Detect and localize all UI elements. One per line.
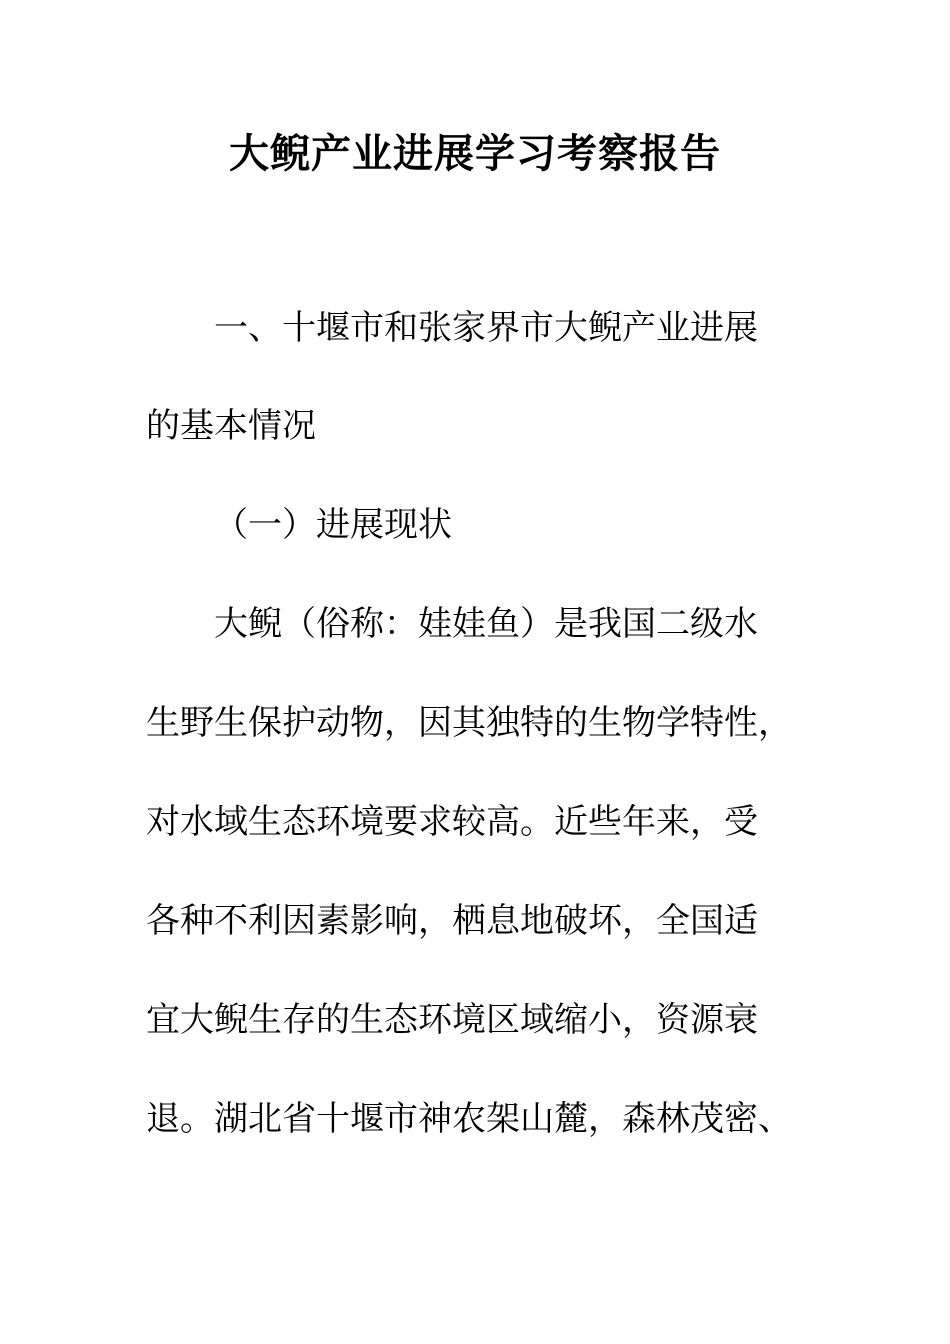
section-heading-line-1: 一、十堰市和张家界市大鲵产业进展 [214,308,758,348]
subsection-heading: （一）进展现状 [214,505,452,545]
paragraph-line-1: 大鲵（俗称：娃娃鱼）是我国二级水 [214,604,758,644]
paragraph-line-4: 各种不利因素影响，栖息地破坏，全国适 [146,901,758,941]
section-heading-line-2: 的基本情况 [146,406,316,446]
paragraph-line-5: 宜大鲵生存的生态环境区域缩小，资源衰 [146,1000,758,1040]
paragraph-line-6: 退。湖北省十堰市神农架山麓，森林茂密、 [146,1099,792,1139]
paragraph-line-2: 生野生保护动物，因其独特的生物学特性， [146,703,792,743]
paragraph-line-3: 对水域生态环境要求较高。近些年来，受 [146,802,758,842]
document-title: 大鲵产业进展学习考察报告 [229,130,721,177]
